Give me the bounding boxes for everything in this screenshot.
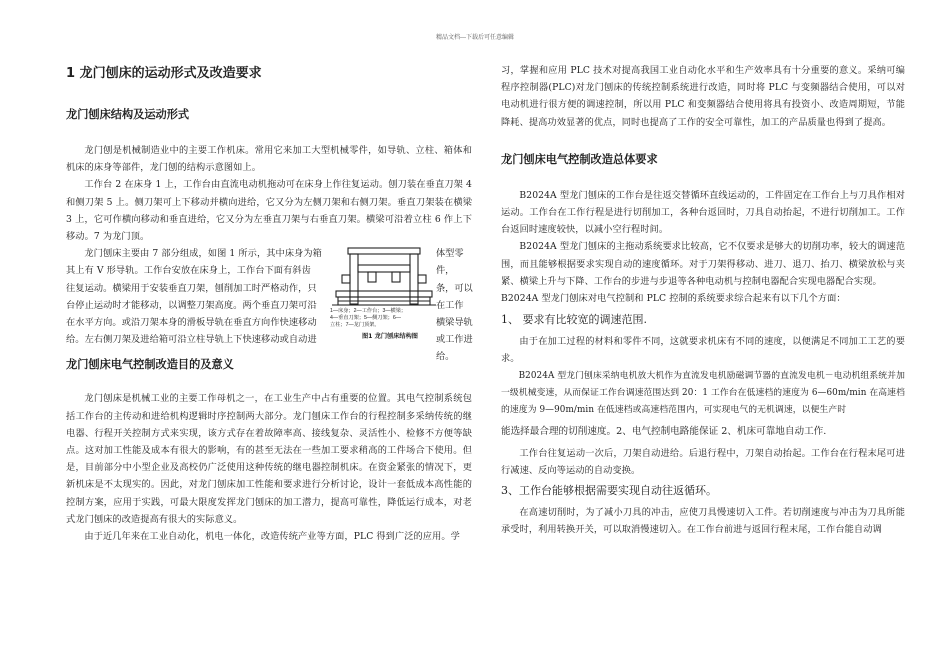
figure-legend-line: 4—垂直刀架；5—侧刀架；6— <box>330 315 401 322</box>
section-title-purpose: 龙门刨床电气控制改造目的及意义 <box>66 358 234 372</box>
chapter-title: 1 龙门刨床的运动形式及改造要求 <box>66 66 262 81</box>
paragraph: 由于在加工过程的材料和零件不同，这就要求机床有不同的速度，以便满足不同加工工艺的要求。 <box>501 336 905 365</box>
section-title-structure: 龙门刨床结构及运动形式 <box>66 108 190 121</box>
page-header: 精品文档---下载后可任意编辑 <box>435 34 515 41</box>
figure-text-line: 往复运动。横梁用于安装垂直刀架，刨削加工时严格动作，只 <box>66 282 317 294</box>
figure-side-text: 条，可以 <box>436 282 473 294</box>
figure-side-text: 横梁导轨 <box>436 317 473 329</box>
paragraph: 龙门刨是机械制造业中的主要工作机床。常用它来加工大型机械零件，如导轨、立柱、箱体和机床的床身等部件，龙门刨的结构示意图如上。 <box>66 145 472 174</box>
figure-text-line: 给。左右侧刀架及进给箱可沿立柱导轨上下快速移动或自动进 <box>66 334 317 346</box>
figure-block <box>66 245 473 363</box>
requirement-heading-2: 能选择最合理的切削速度。2、电气控制电路能保证 2、机床可靠地自动工作. <box>501 426 827 438</box>
figure-side-text: 给。 <box>436 351 455 363</box>
figure-text-line: 其上有 V 形导轨。工作台安放在床身上，工作台下面有斜齿 <box>66 265 311 277</box>
figure-legend-line: 1—床身；2—工作台；3—横梁； <box>330 308 407 315</box>
figure-side-text: 在工作 <box>436 299 464 311</box>
paragraph: 龙门刨床是机械工业的主要工作母机之一，在工业生产中占有重要的位置。其电气控制系统包括工作台的主传动和进给机构逻辑时序控制两大部分。龙门刨床工作台的行程控制多采纳传统的继电器、行程开关控制方式来实现，该方式存在着故障率高、接线复杂、灵活性小、检修不方便等缺点。这对加工性能及成本有很大的影响，有的甚至无法在一些加工要求稍高的工件场合下使用。但是，目前部分中小型企业及高校仍广泛使用这种传统的继电器控制机床。在资金紧张的情况下，更新机床是不太现实的。因此，对龙门刨床加工性能和要求进行分析讨论，设计一套低成本高性能的控制方案，应用于实践，可最大限度发挥龙门刨床的加工潜力，提高可靠性，降低运行成本，对老式龙门刨床的改造提高有很大的实际意义。 <box>66 393 472 525</box>
figure-caption: 图1 龙门刨床结构图 <box>362 333 418 341</box>
requirement-heading-3: 3、工作台能够根据需要实现自动往返循环。 <box>501 483 717 497</box>
figure-text-line: 台停止运动时才能移动，以调整刀架高度。两个垂直刀架可沿 <box>66 299 317 311</box>
section-title-requirements: 龙门刨床电气控制改造总体要求 <box>501 152 658 166</box>
figure-side-text: 体型零件， <box>436 248 464 277</box>
paragraph: 工作台往复运动一次后，刀架自动进给。后退行程中，刀架自动抬起。工作台在行程末尾可进行减速、反向等运动的自动变换。 <box>501 448 905 477</box>
figure-text-line: 龙门刨床主要由 7 部分组成，如图 1 所示，其中床身为箱 <box>84 248 322 260</box>
paragraph: 在高速切削时，为了减小刀具的冲击，应使刀具慢速切入工件。若切削速度与冲击为刀具所能承受时，利用转换开关，可以取消慢速切入。在工作台前进与返回行程末尾，工作台能自动调 <box>501 506 905 535</box>
left-column <box>66 64 472 545</box>
figure-legend-line: 立柱；7—龙门顶架。 <box>330 322 380 329</box>
right-column <box>501 62 905 538</box>
paragraph: B2024A 型龙门刨床的主拖动系统要求比较高，它不仅要求是够大的切削功率，较大的调速范围，而且能够根据要求实现自动的速度循环。对于刀架得移动、进刀、退刀、抬刀、横梁放松与夹紧、横梁上升与下降、工作台的步进与步退等各种电动机与控制电器配合实现电器配合实现。 <box>501 241 905 287</box>
paragraph: B2024A 型龙门刨床采纳电机放大机作为直流发电机励磁调节器的直流发电机－电动机组系统并加一级机械变速，从而保证工作台调速范围达到 20：1 工作台在低速档的速度为 6—60m/min 在高速档的速度为 9—90m/min 在低速档或高速档范围内，可实现电气的无机调速，以便生产时 <box>501 370 905 416</box>
paragraph: B2024A 型龙门刨床对电气控制和 PLC 控制的系统要求综合起来有以下几个方面： <box>501 293 846 305</box>
figure-side-text: 或工作进 <box>436 334 473 346</box>
requirement-heading-1: 1、 要求有比较宽的调速范围. <box>501 313 647 327</box>
figure-text-line: 在水平方向。或沿刀架本身的滑板导轨在垂直方向作快速移动 <box>66 317 317 329</box>
paragraph: 由于近几年来在工业自动化，机电一体化，改造传统产业等方面，PLC 得到广泛的应用。学 <box>84 531 460 543</box>
paragraph: 工作台 2 在床身 1 上，工作台由直流电动机拖动可在床身上作往复运动。刨刀装在垂直刀架 4 和侧刀架 5 上。侧刀架可上下移动并横向进给，它又分为左侧刀架和右侧刀架。垂直刀架装在横梁 3 上，它可作横向移动和垂直进给，它又分为左垂直刀架与右垂直刀架。横梁可沿着立柱 6 作上下移动。7 为龙门顶。 <box>66 179 472 243</box>
planer-drawing <box>328 245 440 329</box>
paragraph: B2024A 型龙门刨床的工作台是往返交替循环直线运动的，工件固定在工作台上与刀具作相对运动。工作台在工作行程是进行切削加工，各种台返回时，刀具自动抬起，不进行切削加工。工作台返回时速度较快，以减小空行程时间。 <box>501 189 905 236</box>
planer-structure-diagram <box>328 245 440 329</box>
paragraph: 习，掌握和应用 PLC 技术对提高我国工业自动化水平和生产效率具有十分重要的意义。采纳可编程序控制器(PLC)对龙门刨床的传统控制系统进行改造，同时将 PLC 与变频器结合使用，可以对电动机进行很方便的调速控制，所以用 PLC 和变频器结合使用将具有投资小、改造周期短，节能降耗、提高功效显著的优点，同时也提高了工作的安全可靠性，加工的产品质量也得到了提高。 <box>501 65 905 128</box>
